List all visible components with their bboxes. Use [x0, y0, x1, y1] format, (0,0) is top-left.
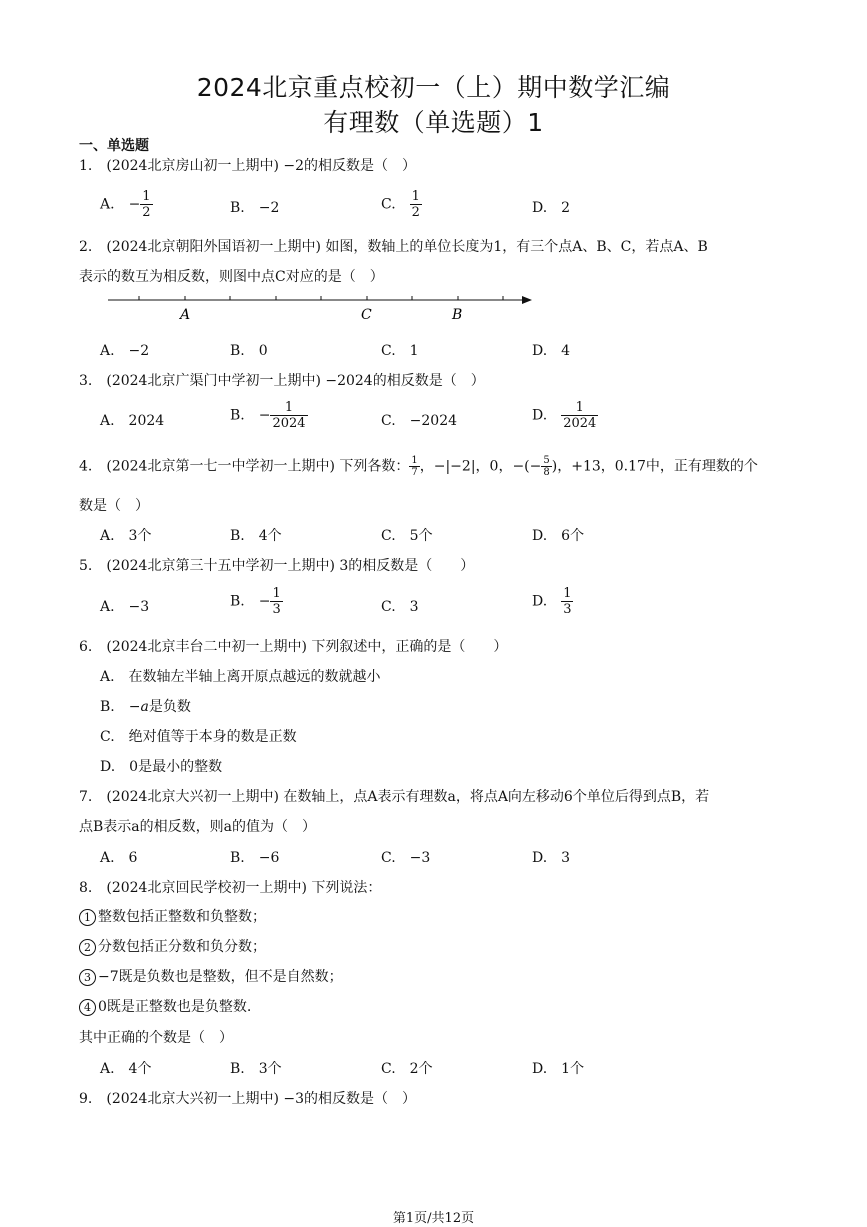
q5-option-b: B. − $\frac{1}{3}$ — [230, 586, 281, 617]
number-line-arrow — [522, 296, 532, 304]
q8-statement-1: 1 整数包括正整数和负整数； — [79, 906, 266, 926]
q4-option-d: D. 6个 — [532, 528, 585, 544]
section-heading: 一、单选题 — [79, 138, 149, 154]
q3-option-c: C. −2024 — [381, 413, 458, 429]
number-line-figure — [100, 290, 540, 326]
q7-option-c: C. −3 — [381, 850, 431, 866]
q1-option-d: D. 2 — [532, 200, 571, 216]
question-1: 1. (2024北京房山初一上期中) −2的相反数是（ ） — [79, 158, 416, 174]
question-4-line2: 数是（ ） — [79, 498, 149, 514]
number-line-ticks — [139, 296, 503, 300]
q3-option-b: B. − $\frac{1}{2024}$ — [230, 400, 306, 431]
page-footer: 第1页/共12页 — [392, 1211, 475, 1226]
q8-option-c: C. 2个 — [381, 1061, 433, 1077]
q2-option-c: C. 1 — [381, 343, 419, 359]
question-5: 5. (2024北京第三十五中学初一上期中) 3的相反数是（ ） — [79, 558, 475, 574]
question-2-line1: 2. (2024北京朝阳外国语初一上期中) 如图，数轴上的单位长度为1，有三个点A、B、C，若点A、B — [79, 239, 708, 255]
question-9: 9. (2024北京大兴初一上期中) −3的相反数是（ ） — [79, 1091, 416, 1107]
q3-option-a: A. 2024 — [100, 413, 165, 429]
question-2-line2: 表示的数互为相反数，则图中点C对应的是（ ） — [79, 269, 384, 285]
q8-question-tail: 其中正确的个数是（ ） — [79, 1030, 233, 1046]
q8-statement-2: 2 分数包括正分数和负分数； — [79, 936, 266, 956]
q2-option-d: D. 4 — [532, 343, 571, 359]
q8-option-b: B. 3个 — [230, 1061, 282, 1077]
question-6: 6. (2024北京丰台二中初一上期中) 下列叙述中，正确的是（ ） — [79, 639, 508, 655]
q1-option-a: A. − $\frac{1}{2}$ — [100, 189, 151, 220]
q7-option-a: A. 6 — [100, 850, 138, 866]
q6-option-a: A. 在数轴左半轴上离开原点越远的数就越小 — [100, 669, 381, 685]
q7-option-d: D. 3 — [532, 850, 571, 866]
question-4-line1: 4. (2024北京第一七一中学初一上期中) 下列各数： $\frac{1}{7}$ ，−|−2|，0，−(− $\frac{5}{8}$ )，+13，0.17中，正有理数的个 — [79, 455, 758, 478]
q6-option-d: D. 0是最小的整数 — [100, 759, 223, 775]
q8-option-d: D. 1个 — [532, 1061, 585, 1077]
q6-option-c: C. 绝对值等于本身的数是正数 — [100, 729, 297, 745]
q8-option-a: A. 4个 — [100, 1061, 152, 1077]
question-7-line1: 7. (2024北京大兴初一上期中) 在数轴上，点A表示有理数a，将点A向左移动6个单位后得到点B，若 — [79, 789, 710, 805]
q5-option-a: A. −3 — [100, 599, 150, 615]
point-label-c: C — [361, 307, 372, 323]
q7-option-b: B. −6 — [230, 850, 280, 866]
point-label-b: B — [452, 307, 463, 323]
q2-option-b: B. 0 — [230, 343, 268, 359]
q1-option-b: B. −2 — [230, 200, 280, 216]
q6-option-b: B. −a是负数 — [100, 699, 191, 715]
q1-option-c: C. $\frac{1}{2}$ — [381, 189, 420, 220]
q8-statement-4: 4 0既是正整数也是负整数. — [79, 996, 251, 1016]
q4-option-a: A. 3个 — [100, 528, 152, 544]
q2-option-a: A. −2 — [100, 343, 150, 359]
q3-option-d: D. $\frac{1}{2024}$ — [532, 400, 597, 431]
q4-option-c: C. 5个 — [381, 528, 433, 544]
q5-option-c: C. 3 — [381, 599, 419, 615]
document-subtitle: 有理数（单选题）1 — [323, 108, 544, 137]
question-3: 3. (2024北京广渠门中学初一上期中) −2024的相反数是（ ） — [79, 373, 485, 389]
q8-statement-3: 3 −7既是负数也是整数，但不是自然数； — [79, 966, 343, 986]
point-label-a: A — [180, 307, 191, 323]
q5-option-d: D. $\frac{1}{3}$ — [532, 586, 572, 617]
q4-option-b: B. 4个 — [230, 528, 282, 544]
question-7-line2: 点B表示a的相反数，则a的值为（ ） — [79, 819, 316, 835]
question-8: 8. (2024北京回民学校初一上期中) 下列说法： — [79, 880, 382, 896]
document-title: 2024北京重点校初一（上）期中数学汇编 — [196, 73, 671, 102]
